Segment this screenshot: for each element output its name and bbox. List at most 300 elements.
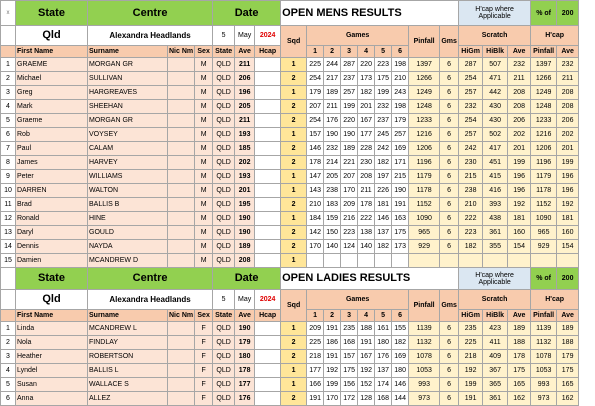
ave-cell[interactable]: 178 — [235, 364, 255, 378]
sex-cell[interactable]: M — [195, 100, 213, 114]
game-5-cell[interactable]: 180 — [375, 336, 392, 350]
games-count-cell[interactable]: 6 — [440, 114, 459, 128]
first-name-cell[interactable]: Heather — [16, 350, 88, 364]
hcap-pinfall-cell[interactable]: 1397 — [531, 58, 557, 72]
game-1-cell[interactable] — [307, 254, 324, 268]
scratch-ave-cell[interactable]: 206 — [508, 114, 531, 128]
state-cell[interactable]: QLD — [213, 58, 235, 72]
first-name-cell[interactable]: Anna — [16, 392, 88, 406]
first-name-cell[interactable]: Ronald — [16, 212, 88, 226]
nic-cell[interactable] — [168, 170, 195, 184]
nic-cell[interactable] — [168, 198, 195, 212]
high-game-cell[interactable] — [459, 254, 483, 268]
hcap-ave-cell[interactable]: 160 — [557, 226, 579, 240]
first-name-cell[interactable]: Daryl — [16, 226, 88, 240]
game-3-cell[interactable] — [341, 254, 358, 268]
pinfall-cell[interactable] — [409, 254, 440, 268]
game-3-cell[interactable]: 220 — [341, 114, 358, 128]
hcap-pinfall-cell[interactable]: 1233 — [531, 114, 557, 128]
surname-cell[interactable]: WALLACE S — [88, 378, 168, 392]
squad-cell[interactable]: 2 — [281, 336, 307, 350]
high-game-cell[interactable]: 225 — [459, 336, 483, 350]
hcap-pinfall-cell[interactable]: 1216 — [531, 128, 557, 142]
row-number[interactable]: 1 — [1, 322, 16, 336]
surname-cell[interactable]: WALTON — [88, 184, 168, 198]
game-6-cell[interactable]: 243 — [392, 86, 409, 100]
game-6-cell[interactable]: 171 — [392, 156, 409, 170]
pinfall-cell[interactable]: 1053 — [409, 364, 440, 378]
ave-cell[interactable]: 195 — [235, 198, 255, 212]
games-count-cell[interactable]: 6 — [440, 156, 459, 170]
sex-cell[interactable]: F — [195, 336, 213, 350]
games-count-cell[interactable]: 6 — [440, 212, 459, 226]
squad-cell[interactable]: 2 — [281, 72, 307, 86]
scratch-ave-cell[interactable]: 181 — [508, 212, 531, 226]
squad-cell[interactable]: 1 — [281, 322, 307, 336]
pct-value[interactable]: 200 — [557, 268, 579, 290]
hcap-pinfall-cell[interactable]: 973 — [531, 392, 557, 406]
hcap-ave-cell[interactable]: 192 — [557, 198, 579, 212]
game-1-cell[interactable]: 146 — [307, 142, 324, 156]
hcap-cell[interactable] — [255, 226, 281, 240]
game-1-cell[interactable]: 143 — [307, 184, 324, 198]
high-block-cell[interactable]: 423 — [483, 322, 508, 336]
hcap-ave-cell[interactable]: 199 — [557, 156, 579, 170]
pinfall-cell[interactable]: 1196 — [409, 156, 440, 170]
nic-cell[interactable] — [168, 336, 195, 350]
game-1-cell[interactable]: 147 — [307, 170, 324, 184]
scratch-ave-cell[interactable]: 154 — [508, 240, 531, 254]
game-3-cell[interactable]: 209 — [341, 198, 358, 212]
game-3-cell[interactable]: 287 — [341, 58, 358, 72]
first-name-cell[interactable]: Lyndel — [16, 364, 88, 378]
games-count-cell[interactable]: 6 — [440, 170, 459, 184]
row-number[interactable]: 9 — [1, 170, 16, 184]
pinfall-cell[interactable]: 1152 — [409, 198, 440, 212]
game-1-cell[interactable]: 209 — [307, 322, 324, 336]
game-5-cell[interactable]: 199 — [375, 86, 392, 100]
game-5-cell[interactable]: 176 — [375, 350, 392, 364]
state-cell[interactable]: QLD — [213, 226, 235, 240]
pinfall-cell[interactable]: 1266 — [409, 72, 440, 86]
ave-cell[interactable]: 185 — [235, 142, 255, 156]
state-cell[interactable]: QLD — [213, 72, 235, 86]
high-game-cell[interactable]: 238 — [459, 184, 483, 198]
first-name-cell[interactable]: Brad — [16, 198, 88, 212]
first-name-cell[interactable]: Greg — [16, 86, 88, 100]
nic-cell[interactable] — [168, 212, 195, 226]
pinfall-cell[interactable]: 973 — [409, 392, 440, 406]
game-3-cell[interactable]: 223 — [341, 226, 358, 240]
scratch-ave-cell[interactable]: 178 — [508, 350, 531, 364]
nic-cell[interactable] — [168, 58, 195, 72]
first-name-cell[interactable]: Nola — [16, 336, 88, 350]
surname-cell[interactable]: HINE — [88, 212, 168, 226]
game-4-cell[interactable]: 167 — [358, 114, 375, 128]
state-cell[interactable]: QLD — [213, 142, 235, 156]
game-1-cell[interactable]: 179 — [307, 86, 324, 100]
nic-cell[interactable] — [168, 322, 195, 336]
game-6-cell[interactable]: 180 — [392, 364, 409, 378]
game-3-cell[interactable]: 199 — [341, 100, 358, 114]
sex-cell[interactable]: M — [195, 240, 213, 254]
first-name-cell[interactable]: Damien — [16, 254, 88, 268]
ave-cell[interactable]: 190 — [235, 226, 255, 240]
hcap-ave-cell[interactable]: 154 — [557, 240, 579, 254]
game-2-cell[interactable]: 140 — [324, 240, 341, 254]
scratch-ave-cell[interactable]: 188 — [508, 336, 531, 350]
pinfall-cell[interactable]: 1216 — [409, 128, 440, 142]
game-1-cell[interactable]: 254 — [307, 114, 324, 128]
hcap-pinfall-cell[interactable]: 1206 — [531, 142, 557, 156]
high-game-cell[interactable]: 235 — [459, 322, 483, 336]
surname-cell[interactable]: FINDLAY — [88, 336, 168, 350]
high-game-cell[interactable]: 230 — [459, 156, 483, 170]
squad-cell[interactable]: 1 — [281, 170, 307, 184]
state-cell[interactable]: QLD — [213, 170, 235, 184]
games-count-cell[interactable] — [440, 254, 459, 268]
game-3-cell[interactable]: 235 — [341, 322, 358, 336]
game-3-cell[interactable]: 207 — [341, 170, 358, 184]
ave-cell[interactable]: 211 — [235, 58, 255, 72]
games-count-cell[interactable]: 6 — [440, 142, 459, 156]
sex-cell[interactable]: F — [195, 392, 213, 406]
sex-cell[interactable]: F — [195, 378, 213, 392]
hcap-pinfall-cell[interactable]: 965 — [531, 226, 557, 240]
game-4-cell[interactable]: 230 — [358, 156, 375, 170]
sex-cell[interactable]: M — [195, 226, 213, 240]
game-2-cell[interactable]: 186 — [324, 336, 341, 350]
row-number[interactable]: 2 — [1, 336, 16, 350]
game-5-cell[interactable]: 232 — [375, 100, 392, 114]
game-5-cell[interactable]: 226 — [375, 184, 392, 198]
row-number[interactable]: 4 — [1, 364, 16, 378]
ave-cell[interactable]: 211 — [235, 114, 255, 128]
hcap-pinfall-cell[interactable]: 1053 — [531, 364, 557, 378]
high-game-cell[interactable]: 215 — [459, 170, 483, 184]
game-3-cell[interactable]: 257 — [341, 86, 358, 100]
squad-cell[interactable]: 1 — [281, 254, 307, 268]
game-5-cell[interactable]: 242 — [375, 142, 392, 156]
game-5-cell[interactable]: 181 — [375, 198, 392, 212]
game-6-cell[interactable]: 146 — [392, 378, 409, 392]
ave-cell[interactable]: 201 — [235, 184, 255, 198]
high-block-cell[interactable]: 430 — [483, 100, 508, 114]
game-4-cell[interactable]: 178 — [358, 198, 375, 212]
game-6-cell[interactable]: 179 — [392, 114, 409, 128]
state-cell[interactable]: QLD — [213, 392, 235, 406]
surname-cell[interactable]: CALAM — [88, 142, 168, 156]
game-3-cell[interactable]: 124 — [341, 240, 358, 254]
high-block-cell[interactable]: 442 — [483, 86, 508, 100]
first-name-cell[interactable]: Peter — [16, 170, 88, 184]
hcap-pinfall-cell[interactable]: 1178 — [531, 184, 557, 198]
sex-cell[interactable]: M — [195, 142, 213, 156]
high-game-cell[interactable]: 232 — [459, 100, 483, 114]
game-5-cell[interactable]: 223 — [375, 58, 392, 72]
hcap-pinfall-cell[interactable]: 1090 — [531, 212, 557, 226]
state-cell[interactable]: QLD — [213, 184, 235, 198]
game-5-cell[interactable]: 182 — [375, 240, 392, 254]
hcap-ave-cell[interactable]: 181 — [557, 212, 579, 226]
scratch-ave-cell[interactable]: 175 — [508, 364, 531, 378]
surname-cell[interactable]: HARVEY — [88, 156, 168, 170]
nic-cell[interactable] — [168, 226, 195, 240]
ave-cell[interactable]: 193 — [235, 170, 255, 184]
pinfall-cell[interactable]: 1132 — [409, 336, 440, 350]
surname-cell[interactable]: MORGAN GR — [88, 58, 168, 72]
scratch-ave-cell[interactable]: 165 — [508, 378, 531, 392]
hcap-pinfall-cell[interactable]: 1266 — [531, 72, 557, 86]
pinfall-cell[interactable]: 1179 — [409, 170, 440, 184]
games-count-cell[interactable]: 6 — [440, 198, 459, 212]
surname-cell[interactable]: ROBERTSON — [88, 350, 168, 364]
ave-cell[interactable]: 202 — [235, 156, 255, 170]
ave-cell[interactable]: 190 — [235, 322, 255, 336]
date-month[interactable]: May — [235, 290, 255, 310]
hcap-ave-cell[interactable]: 208 — [557, 86, 579, 100]
hcap-ave-cell[interactable]: 202 — [557, 128, 579, 142]
scratch-ave-cell[interactable]: 211 — [508, 72, 531, 86]
state-cell[interactable]: QLD — [213, 240, 235, 254]
game-6-cell[interactable]: 175 — [392, 226, 409, 240]
game-4-cell[interactable]: 192 — [358, 364, 375, 378]
centre-value[interactable]: Alexandra Headlands — [88, 26, 213, 46]
sex-cell[interactable]: M — [195, 198, 213, 212]
sex-cell[interactable]: F — [195, 350, 213, 364]
hcap-cell[interactable] — [255, 114, 281, 128]
scratch-ave-cell[interactable]: 162 — [508, 392, 531, 406]
surname-cell[interactable]: HARGREAVES — [88, 86, 168, 100]
game-4-cell[interactable]: 220 — [358, 58, 375, 72]
first-name-cell[interactable]: DARREN — [16, 184, 88, 198]
game-2-cell[interactable]: 159 — [324, 212, 341, 226]
game-6-cell[interactable]: 210 — [392, 72, 409, 86]
hcap-pinfall-cell[interactable]: 1196 — [531, 156, 557, 170]
high-block-cell[interactable]: 361 — [483, 392, 508, 406]
game-5-cell[interactable]: 237 — [375, 114, 392, 128]
surname-cell[interactable]: ALLEZ — [88, 392, 168, 406]
scratch-ave-cell[interactable]: 189 — [508, 322, 531, 336]
games-count-cell[interactable]: 6 — [440, 184, 459, 198]
scratch-ave-cell[interactable]: 196 — [508, 170, 531, 184]
date-day[interactable]: 5 — [213, 290, 235, 310]
pinfall-cell[interactable]: 1178 — [409, 184, 440, 198]
date-year[interactable]: 2024 — [255, 290, 281, 310]
game-6-cell[interactable]: 169 — [392, 350, 409, 364]
game-3-cell[interactable]: 237 — [341, 72, 358, 86]
ave-cell[interactable]: 176 — [235, 392, 255, 406]
game-3-cell[interactable]: 190 — [341, 128, 358, 142]
hcap-pinfall-cell[interactable]: 1152 — [531, 198, 557, 212]
first-name-cell[interactable]: Michael — [16, 72, 88, 86]
hcap-cell[interactable] — [255, 350, 281, 364]
hcap-ave-cell[interactable] — [557, 254, 579, 268]
sex-cell[interactable]: M — [195, 72, 213, 86]
row-number[interactable]: 3 — [1, 86, 16, 100]
hcap-cell[interactable] — [255, 322, 281, 336]
high-block-cell[interactable]: 430 — [483, 114, 508, 128]
row-number[interactable]: 1 — [1, 58, 16, 72]
game-6-cell[interactable]: 190 — [392, 184, 409, 198]
date-day[interactable]: 5 — [213, 26, 235, 46]
ave-cell[interactable]: 177 — [235, 378, 255, 392]
game-4-cell[interactable]: 211 — [358, 184, 375, 198]
games-count-cell[interactable]: 6 — [440, 336, 459, 350]
hcap-pinfall-cell[interactable]: 1179 — [531, 170, 557, 184]
ave-cell[interactable]: 189 — [235, 240, 255, 254]
high-game-cell[interactable]: 199 — [459, 378, 483, 392]
sex-cell[interactable]: M — [195, 58, 213, 72]
state-cell[interactable]: QLD — [213, 156, 235, 170]
game-5-cell[interactable]: 175 — [375, 72, 392, 86]
game-2-cell[interactable]: 199 — [324, 378, 341, 392]
pinfall-cell[interactable]: 1397 — [409, 58, 440, 72]
hcap-cell[interactable] — [255, 336, 281, 350]
hcap-ave-cell[interactable]: 162 — [557, 392, 579, 406]
ave-cell[interactable]: 205 — [235, 100, 255, 114]
game-1-cell[interactable]: 166 — [307, 378, 324, 392]
high-game-cell[interactable]: 257 — [459, 128, 483, 142]
games-count-cell[interactable]: 6 — [440, 86, 459, 100]
game-5-cell[interactable] — [375, 254, 392, 268]
game-1-cell[interactable]: 170 — [307, 240, 324, 254]
state-cell[interactable]: QLD — [213, 378, 235, 392]
game-4-cell[interactable]: 208 — [358, 170, 375, 184]
game-6-cell[interactable] — [392, 254, 409, 268]
first-name-cell[interactable]: Rob — [16, 128, 88, 142]
squad-cell[interactable]: 2 — [281, 392, 307, 406]
high-game-cell[interactable]: 242 — [459, 142, 483, 156]
sex-cell[interactable]: F — [195, 364, 213, 378]
hcap-ave-cell[interactable]: 165 — [557, 378, 579, 392]
high-block-cell[interactable]: 417 — [483, 142, 508, 156]
game-6-cell[interactable]: 198 — [392, 58, 409, 72]
game-4-cell[interactable]: 182 — [358, 86, 375, 100]
hcap-cell[interactable] — [255, 184, 281, 198]
game-3-cell[interactable]: 168 — [341, 336, 358, 350]
high-block-cell[interactable]: 411 — [483, 336, 508, 350]
state-cell[interactable]: QLD — [213, 350, 235, 364]
squad-cell[interactable]: 2 — [281, 226, 307, 240]
game-3-cell[interactable]: 156 — [341, 378, 358, 392]
games-count-cell[interactable]: 6 — [440, 100, 459, 114]
surname-cell[interactable]: VOYSEY — [88, 128, 168, 142]
games-count-cell[interactable]: 6 — [440, 226, 459, 240]
scratch-ave-cell[interactable]: 202 — [508, 128, 531, 142]
row-number[interactable]: 5 — [1, 378, 16, 392]
games-count-cell[interactable]: 6 — [440, 58, 459, 72]
high-block-cell[interactable]: 415 — [483, 170, 508, 184]
scratch-ave-cell[interactable]: 232 — [508, 58, 531, 72]
first-name-cell[interactable]: James — [16, 156, 88, 170]
row-number[interactable]: 4 — [1, 100, 16, 114]
game-3-cell[interactable]: 170 — [341, 184, 358, 198]
squad-cell[interactable]: 1 — [281, 128, 307, 142]
row-number[interactable]: 11 — [1, 198, 16, 212]
nic-cell[interactable] — [168, 254, 195, 268]
surname-cell[interactable]: GOULD — [88, 226, 168, 240]
game-2-cell[interactable] — [324, 254, 341, 268]
games-count-cell[interactable]: 6 — [440, 240, 459, 254]
centre-value[interactable]: Alexandra Headlands — [88, 290, 213, 310]
date-month[interactable]: May — [235, 26, 255, 46]
hcap-cell[interactable] — [255, 58, 281, 72]
game-4-cell[interactable]: 138 — [358, 226, 375, 240]
row-number[interactable]: 13 — [1, 226, 16, 240]
games-count-cell[interactable]: 6 — [440, 378, 459, 392]
state-cell[interactable]: QLD — [213, 100, 235, 114]
game-4-cell[interactable]: 152 — [358, 378, 375, 392]
state-value[interactable]: Qld — [16, 26, 88, 46]
hcap-ave-cell[interactable]: 188 — [557, 336, 579, 350]
game-1-cell[interactable]: 225 — [307, 336, 324, 350]
game-4-cell[interactable] — [358, 254, 375, 268]
state-value[interactable]: Qld — [16, 290, 88, 310]
high-game-cell[interactable]: 223 — [459, 226, 483, 240]
game-1-cell[interactable]: 184 — [307, 212, 324, 226]
hcap-cell[interactable] — [255, 392, 281, 406]
game-1-cell[interactable]: 157 — [307, 128, 324, 142]
game-2-cell[interactable]: 170 — [324, 392, 341, 406]
state-cell[interactable]: QLD — [213, 322, 235, 336]
row-number[interactable]: 7 — [1, 142, 16, 156]
game-2-cell[interactable]: 191 — [324, 350, 341, 364]
game-2-cell[interactable]: 211 — [324, 100, 341, 114]
game-4-cell[interactable]: 177 — [358, 128, 375, 142]
game-5-cell[interactable]: 137 — [375, 364, 392, 378]
game-5-cell[interactable]: 168 — [375, 392, 392, 406]
sex-cell[interactable]: M — [195, 170, 213, 184]
surname-cell[interactable]: MCANDREW L — [88, 322, 168, 336]
state-cell[interactable]: QLD — [213, 212, 235, 226]
hcap-ave-cell[interactable]: 189 — [557, 322, 579, 336]
game-5-cell[interactable]: 146 — [375, 212, 392, 226]
surname-cell[interactable]: SHEEHAN — [88, 100, 168, 114]
hcap-pinfall-cell[interactable]: 929 — [531, 240, 557, 254]
game-2-cell[interactable]: 189 — [324, 86, 341, 100]
hcap-cell[interactable] — [255, 86, 281, 100]
high-game-cell[interactable]: 222 — [459, 212, 483, 226]
squad-cell[interactable]: 2 — [281, 142, 307, 156]
squad-cell[interactable]: 1 — [281, 58, 307, 72]
game-5-cell[interactable]: 182 — [375, 156, 392, 170]
squad-cell[interactable]: 1 — [281, 212, 307, 226]
surname-cell[interactable]: MORGAN GR — [88, 114, 168, 128]
game-1-cell[interactable]: 218 — [307, 350, 324, 364]
nic-cell[interactable] — [168, 128, 195, 142]
high-game-cell[interactable]: 218 — [459, 350, 483, 364]
game-3-cell[interactable]: 172 — [341, 392, 358, 406]
scratch-ave-cell[interactable]: 199 — [508, 156, 531, 170]
first-name-cell[interactable]: Linda — [16, 322, 88, 336]
nic-cell[interactable] — [168, 72, 195, 86]
ave-cell[interactable]: 179 — [235, 336, 255, 350]
hcap-cell[interactable] — [255, 240, 281, 254]
game-2-cell[interactable]: 232 — [324, 142, 341, 156]
row-number[interactable]: 6 — [1, 392, 16, 406]
surname-cell[interactable]: BALLIS B — [88, 198, 168, 212]
row-number[interactable]: 10 — [1, 184, 16, 198]
game-1-cell[interactable]: 177 — [307, 364, 324, 378]
game-5-cell[interactable]: 161 — [375, 322, 392, 336]
game-4-cell[interactable]: 167 — [358, 350, 375, 364]
game-5-cell[interactable]: 174 — [375, 378, 392, 392]
sex-cell[interactable]: M — [195, 156, 213, 170]
surname-cell[interactable]: WILLIAMS — [88, 170, 168, 184]
nic-cell[interactable] — [168, 156, 195, 170]
high-game-cell[interactable]: 257 — [459, 86, 483, 100]
